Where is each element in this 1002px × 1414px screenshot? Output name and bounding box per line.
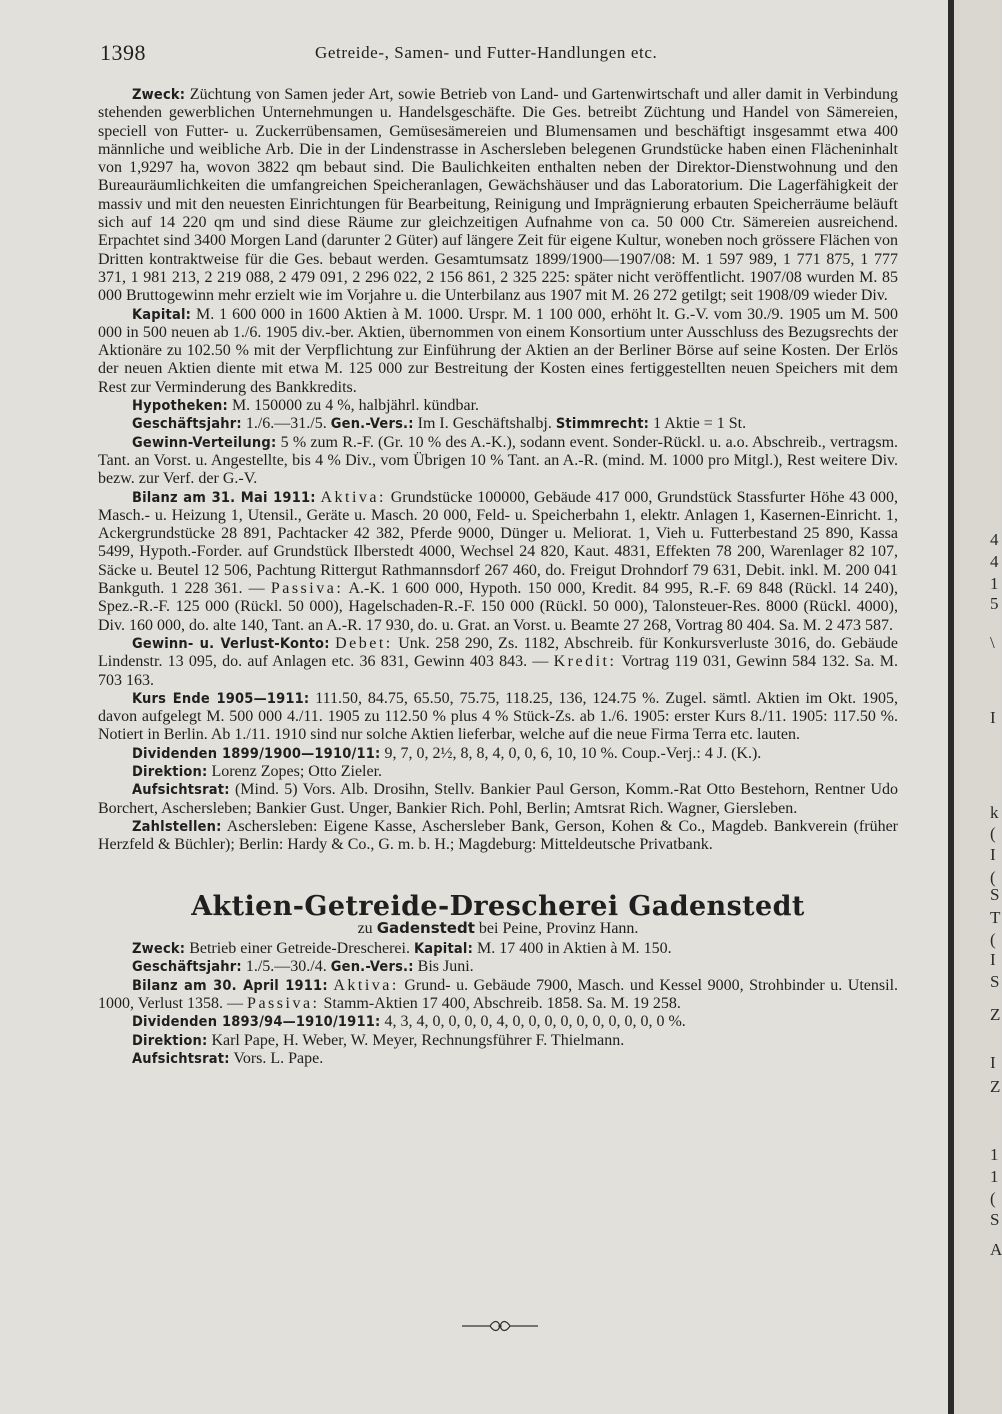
guv-paragraph	[98, 635, 898, 690]
running-head: Getreide-, Samen- und Futter-Handlungen etc.	[315, 43, 658, 62]
geschaeftsjahr-label: Geschäftsjahr:	[132, 416, 242, 433]
edge-char: I	[990, 1053, 996, 1072]
page-header	[100, 40, 900, 72]
kurse-text: 111.50, 84.75, 65.50, 75.75, 118.25, 136, 124.75 %. Zugel. sämtl. Aktien im Okt. 1905, davon aufgelegt M. 500 000 4./11. 1905 zu 112.50 % plus 4 % Stück-Zs. ab 1./6. 1905: erster Kurs 8./11. 1905: 117.50 %. Notiert in Berlin. Ab 1./11. 1910 sind nur solche Aktien lieferbar, welche auf die neue Firma Terra etc. lauten.	[98, 689, 899, 744]
dividenden-paragraph	[98, 1013, 898, 1031]
page-number: 1398	[100, 40, 146, 65]
geschaeftsjahr-text: 1./6.—31./5.	[245, 415, 327, 433]
bilanz-paragraph	[98, 977, 898, 1014]
kredit-word: Kredit:	[553, 653, 617, 671]
edge-char: (	[990, 1189, 996, 1208]
edge-char: k	[990, 803, 999, 822]
edge-char: I	[990, 708, 996, 727]
debet-text: Unk. 258 290, Zs. 1182, Abschreib. für Konkursverluste 3016, do. Gebäude Lindenstr. 13 095, do. auf Anlagen etc. 36 831, Gewinn 403 843. —	[98, 634, 899, 671]
aufsichtsrat-label: Aufsichtsrat:	[132, 782, 230, 799]
zahlstellen-label: Zahlstellen:	[132, 818, 222, 835]
zweck-label: Zweck:	[132, 941, 186, 958]
aufsichtsrat-label: Aufsichtsrat:	[132, 1050, 230, 1067]
gewinnverteilung-paragraph	[98, 434, 898, 489]
zweck-text: Betrieb einer Getreide-Drescherei.	[189, 940, 410, 958]
ornament-divider-icon	[460, 1318, 540, 1334]
edge-char: (	[990, 930, 996, 949]
kredit-text: Vortrag 119 031, Gewinn 584 132. Sa. M. 703 163.	[98, 653, 899, 689]
zahlstellen-text: Aschersleben: Eigene Kasse, Aschersleber Bank, Gerson, Kohen & Co., Magdeb. Bankverein (früher Herzfeld & Büchler); Berlin: Hardy & Co., G. m. b. H.; Magdeburg: Mitteldeutsche Privatbank.	[98, 817, 899, 854]
direktion-label: Direktion:	[132, 1032, 208, 1049]
geschaeftsjahr-label: Geschäftsjahr:	[132, 959, 242, 976]
edge-char: (	[990, 824, 996, 843]
edge-char: I	[990, 950, 996, 969]
hypotheken-label: Hypotheken:	[132, 398, 228, 415]
geschaeftsjahr-text: 1./5.—30./4.	[245, 958, 327, 976]
edge-char: Z	[990, 1077, 1001, 1096]
dividenden-label: Dividenden 1899/1900—1910/11:	[132, 745, 381, 762]
gewinnverteilung-text: 5 % zum R.-F. (Gr. 10 % des A.-K.), sodann event. Sonder-Rückl. u. a.o. Abschreib., vertragsm. Tant. an Vorst. u. Angestellte, bis 4 % Div., vom Übrigen 10 % Tant. an A.-R. (mind. M. 1000 pro Mitgl.), Rest weitere Div. bezw. zur Verf. der G.-V.	[98, 433, 899, 488]
company-title: Aktien-Getreide-Drescherei Gadenstedt	[191, 891, 805, 923]
edge-char: S	[990, 972, 1000, 991]
passiva-text: A.-K. 1 600 000, Hypoth. 150 000, Kredit. 84 995, R.-F. 69 848 (Rückl. 14 240), Spez.-R.-F. 125 000 (Rückl. 50 000), Hagelschaden-R.-F. 150 000 (Rückl. 50 000), Talonsteuer-Res. 8000 (Rückl. 4000), Div. 160 000, do. alte 140, Tant. an A.-R. 17 930, do. u. Grat. an Vorst. u. Beamte 27 268, Vortrag 80 404. Sa. M. 2 473 587.	[98, 580, 899, 634]
kapital-label: Kapital:	[413, 941, 473, 958]
aktiva-text: Grund- u. Gebäude 7900, Masch. und Kessel 9000, Strohbinder u. Utensil. 1000, Verlust 1358. —	[98, 976, 899, 1012]
hypotheken-text: M. 150000 zu 4 %, halbjährl. kündbar.	[231, 397, 480, 415]
passiva-word: Passiva:	[270, 580, 344, 598]
edge-char: 5	[990, 594, 999, 613]
adjacent-page-edge	[954, 0, 1000, 1414]
aufsichtsrat-text: Vors. L. Pape.	[233, 1049, 324, 1067]
edge-char: 4	[990, 530, 999, 549]
zweck-text: Züchtung von Samen jeder Art, sowie Betrieb von Land- und Gartenwirtschaft und aller damit in Verbindung stehenden gewerblichen Unternehmungen u. Handelsgeschäfte. Die Ges. betreibt Züchtung und Handel von Sämereien, speciell von Futter- u. Zuckerrübensamen, Gemüsesämereien und Blumensamen und beschäftigt insgesammt etwa 400 männliche und weibliche Arb. Die in der Lindenstrasse in Aschersleben belegenen Grundstücke haben einen Flächeninhalt von 1,9297 ha, wovon 3822 qm bebaut sind. Die Baulichkeiten enthalten neben der Direktor-Dienstwohnung und den Bureauräumlichkeiten die umfangreichen Speicheranlagen, Gewächshäuser und das Laboratorium. Die Lagerfähigkeit der massiv und mit den neuesten Einrichtungen für Bearbeitung, Reinigung und Imprägnierung erbauten Speicherräume beläuft sich auf 14 220 qm und sind diese Räume zur gleichzeitigen Aufnahme von ca. 50 000 Ctr. Sämereien ausreichend. Erpachtet sind 3400 Morgen Land (darunter 2 Güter) auf längere Zeit für eigene Kultur, woneben noch grössere Flächen von Dritten kontraktweise für die Ges. bebaut werden. Gesamtumsatz 1899/1900—1907/08: M. 1 597 989, 1 771 875, 1 777 371, 1 981 213, 2 219 088, 2 479 091, 2 296 022, 2 156 861, 2 325 225: später nicht veröffentlicht. 1907/08 wurden M. 85 000 Bruttogewinn mehr erzielt wie im Vorjahre u. die Unterbilanz aus 1907 mit M. 26 272 getilgt; seit 1908/09 wieder Div.	[98, 86, 899, 305]
kapital-text: M. 17 400 in Aktien à M. 150.	[477, 940, 672, 958]
direktion-paragraph	[98, 763, 898, 781]
edge-char: T	[990, 908, 1001, 927]
edge-char: A	[990, 1240, 1002, 1259]
stimmrecht-text: 1 Aktie = 1 St.	[653, 415, 747, 433]
edge-char: S	[990, 885, 1000, 904]
bilanz-label: Bilanz am 31. Mai 1911:	[132, 489, 316, 506]
kapital-paragraph	[98, 306, 898, 397]
geschaeftsjahr-paragraph	[98, 415, 898, 433]
edge-char: 1	[990, 1167, 999, 1186]
edge-char: \	[990, 633, 995, 652]
edge-char: (	[990, 868, 996, 887]
gewinnverteilung-label: Gewinn-Verteilung:	[132, 434, 277, 451]
aktiva-text: Grundstücke 100000, Gebäude 417 000, Grundstück Stassfurter Höhe 43 000, Masch.- u. Heizung 1, Utensil., Geräte u. Masch. 20 000, Feld- u. Speicherbahn 1, elektr. Anlagen 1, Kasernen-Einricht. 1, Ackergrundstücke 28 891, Pachtacker 42 382, Pferde 9000, Dünger u. Meliorat. 1, Vieh u. Futterbestand 25 890, Kassa 5499, Hypoth.-Forder. auf Grundstück Ilberstedt 4000, Wechsel 24 820, Kaut. 4831, Effekten 78 200, Warenlager 82 107, Säcke u. Beutel 12 506, Pachtung Rittergut Rathmannsdorf 267 460, do. Freigut Drohndorf 79 631, Debit. inkl. M. 200 041 Bankguth. 1 228 361. —	[98, 488, 899, 598]
zweck-label: Zweck:	[132, 87, 186, 103]
edge-char: 1	[990, 1145, 999, 1164]
dividenden-text: 9, 7, 0, 2½, 8, 8, 4, 0, 0, 6, 10, 10 %. Coup.-Verj.: 4 J. (K.).	[384, 744, 762, 762]
aktiva-word: Aktiva:	[333, 976, 399, 994]
genvers-text: Im I. Geschäftshalbj.	[417, 415, 552, 433]
passiva-text: Stamm-Aktien 17 400, Abschreib. 1858. Sa. M. 19 258.	[323, 994, 681, 1012]
stimmrecht-label: Stimmrecht:	[555, 416, 650, 433]
zahlstellen-paragraph	[98, 818, 898, 855]
aufsichtsrat-paragraph	[98, 781, 898, 818]
entry-company-2	[98, 891, 899, 1068]
edge-char: Z	[990, 1005, 1001, 1024]
kapital-text: M. 1 600 000 in 1600 Aktien à M. 1000. Urspr. M. 1 100 000, erhöht lt. G.-V. vom 30./9. 1905 um M. 500 000 in 500 neuen ab 1./6. 1905 div.-ber. Aktien, übernommen von einem Konsortium unter Ausschluss des Bezugsrechts der Aktionäre zu 102.50 % mit der Verpflichtung zur Einführung der Aktien an der Berliner Börse auf seine Kosten. Der Erlös der neuen Aktien diente mit etwa M. 125 000 zur Bestreitung der Kosten eines fertiggestellten neuen Speichers mit dem Rest zur Verminderung des Bankkredits.	[98, 305, 898, 396]
bilanz-paragraph	[98, 489, 898, 635]
zweck-kapital-paragraph	[98, 940, 898, 958]
location-place: Gadenstedt	[376, 918, 475, 937]
kapital-label: Kapital:	[132, 306, 192, 323]
genvers-label: Gen.-Vers.:	[330, 959, 414, 976]
direktion-label: Direktion:	[132, 763, 208, 780]
direktion-paragraph	[98, 1032, 898, 1050]
aktiva-word: Aktiva:	[320, 488, 386, 506]
passiva-word: Passiva:	[247, 994, 320, 1012]
aufsichtsrat-text: (Mind. 5) Vors. Alb. Drosihn, Stellv. Bankier Paul Gerson, Komm.-Rat Otto Bestehorn, Rentner Udo Borchert, Aschersleben; Bankier Gust. Unger, Bankier Rich. Pohl, Berlin; Amtsrat Rich. Wagner, Giersleben.	[98, 781, 899, 817]
edge-char: 4	[990, 552, 999, 571]
geschaeftsjahr-paragraph	[98, 958, 898, 976]
debet-word: Debet:	[335, 634, 393, 652]
direktion-text: Karl Pape, H. Weber, W. Meyer, Rechnungsführer F. Thielmann.	[211, 1031, 625, 1049]
location-prefix: zu	[357, 919, 373, 937]
genvers-label: Gen.-Vers.:	[330, 416, 414, 433]
direktion-text: Lorenz Zopes; Otto Zieler.	[211, 762, 383, 780]
hypotheken-paragraph	[98, 397, 898, 415]
dividenden-paragraph	[98, 745, 898, 763]
kurse-label: Kurs Ende 1905—1911:	[132, 690, 310, 707]
guv-label: Gewinn- u. Verlust-Konto:	[132, 635, 330, 652]
kurse-paragraph	[98, 690, 898, 745]
bilanz-label: Bilanz am 30. April 1911:	[132, 977, 328, 994]
zweck-paragraph	[98, 86, 898, 306]
page-content	[98, 86, 898, 1068]
genvers-text: Bis Juni.	[417, 958, 474, 976]
dividenden-text: 4, 3, 4, 0, 0, 0, 0, 4, 0, 0, 0, 0, 0, 0, 0, 0, 0, 0 %.	[384, 1013, 686, 1031]
dividenden-label: Dividenden 1893/94—1910/1911:	[132, 1014, 381, 1031]
edge-char: I	[990, 845, 996, 864]
location-rest: bei Peine, Provinz Hann.	[478, 919, 639, 937]
edge-char: 1	[990, 574, 999, 593]
entry-company-1	[98, 86, 898, 854]
aufsichtsrat-paragraph	[98, 1050, 898, 1068]
edge-char: S	[990, 1210, 1000, 1229]
